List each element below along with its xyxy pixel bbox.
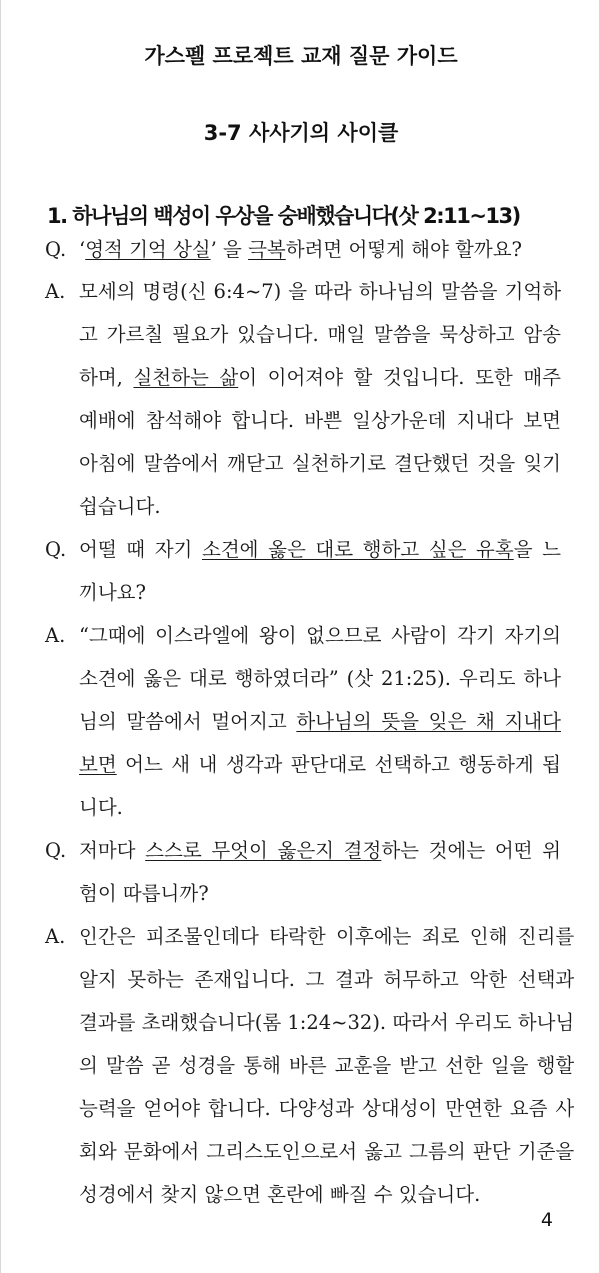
question-marker: Q. — [45, 839, 67, 862]
text-segment: 쉽습니다. — [79, 495, 161, 518]
underlined-phrase: 소견에 옳은 대로 행하고 싶은 유혹 — [202, 538, 514, 561]
answer-block — [45, 614, 561, 829]
page-number: 4 — [540, 1209, 553, 1231]
text-line — [79, 958, 574, 1001]
block-text — [79, 528, 561, 614]
text-line — [79, 786, 561, 829]
block-text — [79, 829, 561, 915]
text-segment: 아침에 말씀에서 깨닫고 실천하기로 결단했던 것을 잊기 — [79, 452, 561, 475]
text-line — [79, 313, 561, 356]
text-line — [79, 1044, 574, 1087]
underlined-phrase: 실천하는 삶 — [133, 366, 239, 389]
text-line — [79, 571, 561, 614]
text-line — [79, 442, 561, 485]
block-text — [79, 915, 574, 1216]
qa-list — [45, 230, 575, 1216]
text-line — [79, 1173, 574, 1216]
text-segment: 저마다 — [79, 839, 146, 862]
text-segment: 하는 것에는 어떤 위 — [381, 839, 561, 862]
answer-marker: A. — [45, 624, 66, 647]
text-segment: 성경에서 찾지 않으면 혼란에 빠질 수 있습니다. — [79, 1183, 481, 1206]
text-line — [79, 356, 561, 399]
document-title: 가스펠 프로젝트 교재 질문 가이드 — [144, 44, 458, 68]
text-line — [79, 485, 561, 528]
question-block — [45, 829, 561, 915]
underlined-phrase: 보면 — [79, 753, 117, 776]
text-line — [79, 829, 561, 872]
text-line — [79, 657, 561, 700]
text-segment: 을 느 — [513, 538, 562, 561]
text-line — [79, 1130, 574, 1173]
text-segment: 하려면 어떻게 해야 할까요? — [285, 238, 523, 261]
question-block — [45, 528, 561, 614]
question-marker: Q. — [45, 238, 67, 261]
text-segment: 험이 따릅니까? — [79, 882, 209, 905]
answer-marker: A. — [45, 925, 66, 948]
text-line — [79, 270, 561, 313]
text-line — [79, 743, 561, 786]
text-segment: 고 가르칠 필요가 있습니다. 매일 말씀을 묵상하고 암송 — [79, 323, 561, 346]
text-line — [79, 700, 561, 743]
underlined-phrase: 극복 — [248, 238, 286, 261]
text-segment: 의 말씀 곧 성경을 통해 바른 교훈을 받고 선한 일을 행할 — [79, 1054, 575, 1077]
text-line — [79, 230, 561, 270]
answer-block — [45, 915, 575, 1216]
underlined-phrase: 영적 기억 상실 — [85, 238, 211, 261]
text-segment: 결과를 초래했습니다(롬 1:24~32). 따라서 우리도 하나님 — [79, 1011, 575, 1034]
text-line — [79, 872, 561, 915]
text-segment: ‘ — [79, 238, 86, 261]
text-line — [79, 1087, 574, 1130]
text-segment: 니다. — [79, 796, 123, 819]
text-line — [79, 399, 561, 442]
text-line — [79, 915, 574, 958]
text-segment: 알지 못하는 존재입니다. 그 결과 허무하고 악한 선택과 — [79, 968, 575, 991]
text-segment: 하며, — [79, 366, 134, 389]
underlined-phrase: 하나님의 뜻을 잊은 채 지내다 — [296, 710, 562, 733]
lesson-title: 3-7 사사기의 사이클 — [203, 121, 399, 145]
block-text — [79, 614, 561, 829]
answer-block — [45, 270, 561, 528]
text-segment: 님의 말씀에서 멀어지고 — [79, 710, 297, 733]
question-marker: Q. — [45, 538, 67, 561]
text-segment: ’ 을 — [210, 238, 249, 261]
block-text — [79, 230, 561, 270]
question-block — [45, 230, 561, 270]
text-segment: 어느 새 내 생각과 판단대로 선택하고 행동하게 됩 — [116, 753, 561, 776]
text-segment: 어떨 때 자기 — [79, 538, 202, 561]
text-line — [79, 1001, 574, 1044]
text-segment: 끼나요? — [79, 581, 146, 604]
text-segment: 소견에 옳은 대로 행하였더라” (삿 21:25). 우리도 하나 — [79, 667, 561, 690]
text-line — [79, 614, 561, 657]
text-segment: “그때에 이스라엘에 왕이 없으므로 사람이 각기 자기의 — [79, 624, 561, 647]
text-segment: 모세의 명령(신 6:4~7) 을 따라 하나님의 말씀을 기억하 — [79, 280, 561, 303]
text-segment: 이 이어져야 할 것입니다. 또한 매주 — [238, 366, 561, 389]
text-segment: 능력을 얻어야 합니다. 다양성과 상대성이 만연한 요즘 사 — [79, 1097, 575, 1120]
underlined-phrase: 스스로 무엇이 옳은지 결정 — [145, 839, 382, 862]
text-segment: 인간은 피조물인데다 타락한 이후에는 죄로 인해 진리를 — [79, 925, 575, 948]
text-line — [79, 528, 561, 571]
block-text — [79, 270, 561, 528]
section-heading: 1. 하나님의 백성이 우상을 숭배했습니다(삿 2:11~13) — [47, 204, 520, 228]
answer-marker: A. — [45, 280, 66, 303]
text-segment: 회와 문화에서 그리스도인으로서 옳고 그름의 판단 기준을 — [79, 1140, 575, 1163]
text-segment: 예배에 참석해야 합니다. 바쁜 일상가운데 지내다 보면 — [79, 409, 561, 432]
